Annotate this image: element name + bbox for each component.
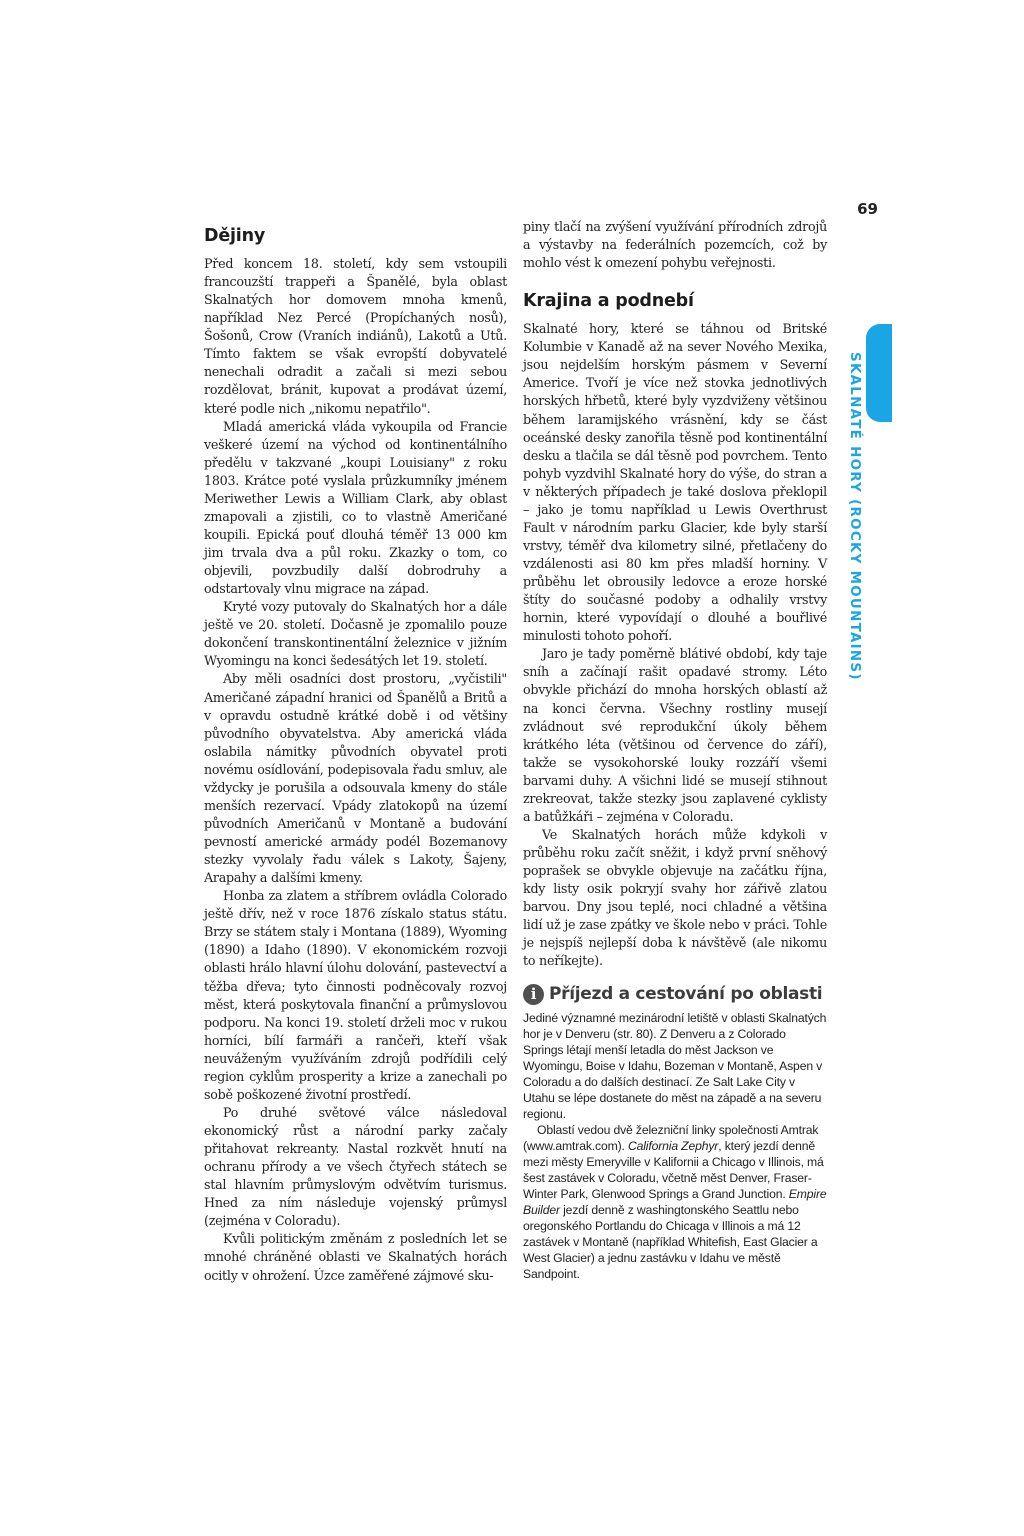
paragraph: Aby měli osadníci dost prostoru, „vyčistili" Američané západní hranici od Španělů a Britů a v opravdu ostudně krátké době i od většiny původního obyvatelstva. Aby americká vláda oslabila námitky původních obyvatel proti novému osídlování, podepisovala řadu smluv, ale vždycky je porušila a odsouvala kmeny do stále menších rezervací. Vpády zlatokopů na území původních Američanů v Montaně a budování pevností americké armády podél Bozemanovy stezky vyvolaly řadu válek s Lakoty, Šajeny, Arapahy a dalšími kmeny.: [204, 671, 507, 886]
paragraph: Před koncem 18. století, kdy sem vstoupili francouzští trappeři a Španělé, byla oblast Skalnatých hor domovem mnoha kmenů, například Nez Percé (Propíchaných nosů), Šošonů, Crow (Vraních indiánů), Lakotů a Utů. Tímto faktem se však evropští dobyvatelé nenechali odradit a začali si mezi sebou rozdělovat, bránit, kupovat a prodávat území, které podle nich „nikomu nepatřilo".: [204, 256, 507, 416]
section-heading-history: Dějiny: [204, 226, 266, 246]
transport-info-box: [523, 982, 827, 1282]
paragraph: Skalnaté hory, které se táhnou od Britské Kolumbie v Kanadě až na sever Nového Mexika, jsou nejdelším horským pásmem v Severní Americe. Tvoří je více než stovka jednotlivých horských hřbetů, které byly vyzdviženy většinou během laramijského vrásnění, kdy se část oceánské desky zanořila těsně pod kontinentální desku a tlačila se dál těsně pod povrchem. Tento pohyb vyzdvihl Skalnaté hory do výše, do stran a v některých případech je také doslova překlopil – jako je tomu například u Lewis Overthrust Fault v národním parku Glacier, kde byly starší vrstvy, téměř dva kilometry silné, přetlačeny do vzdálenosti asi 80 km přes mladší horniny. V průběhu let obrousily ledovce a eroze horské štíty do současné podoby a odhalily vrstvy hornin, které vypovídají o dlouhé a bouřlivé minulosti tohoto pohoří.: [523, 321, 827, 644]
paragraph: Honba za zlatem a stříbrem ovládla Colorado ještě dřív, než v roce 1876 získalo status státu. Brzy se státem staly i Montana (1889), Wyoming (1890) a Idaho (1890). V ekonomickém rozvoji oblasti hrálo hlavní úlohu dolování, pastevectví a těžba dřeva; tyto činnosti podněcovaly rozvoj měst, která poskytovala finanční a průmyslovou podporu. Na konci 19. století drželi moc v rukou horníci, bílí farmáři a rančeři, kteří však neuváženým využíváním zdrojů podřídili celý region cyklům prosperity a krize a zanechali po sobě poškozené životní prostředí.: [204, 888, 507, 1102]
info-heading-text: Příjezd a cestování po oblasti: [549, 984, 823, 1005]
text-run: , který jezdí denně mezi městy Emeryville v Kalifornii a Chicago v Illinois, má šest zastávek v Coloradu, včetně měst Denver, Fraser-Winter Park, Glenwood Springs a Grand Junction.: [523, 1139, 824, 1202]
page-number: 69: [857, 200, 878, 218]
paragraph: Jaro je tady poměrně blátivé období, kdy taje sníh a začínají rašit opadavé stromy. Léto obvykle přichází do mnoha horských oblastí až na konci června. Všechny rostliny musejí zvládnout své reprodukční úkoly během krátkého léta (většinou od července do září), takže se vysokohorské louky rozzáří všemi barvami duhy. A všichni lidé se musejí stihnout zrekreovat, takže stezky jsou zaplavené cyklisty a batůžkáři – zejména v Coloradu.: [523, 646, 827, 824]
info-paragraph: [523, 1122, 827, 1282]
text-run: jezdí denně z washingtonského Seattlu nebo oregonského Portlandu do Chicaga v Illinois a má 12 zastávek v Montaně (například Whitefish, East Glacier a West Glacier) a jednu zastávku v Idahu ve městě Sandpoint.: [523, 1203, 818, 1282]
paragraph: Ve Skalnatých horách může kdykoli v průběhu roku začít sněžit, i když první sněhový poprašek se obvykle objevuje na začátku října, kdy listy osik pokryjí svahy hor zářivě zlatou barvou. Dny jsou teplé, noci chladné a většina lidí už je zase zpátky ve škole nebo v práci. Tohle je nejspíš nejlepší doba k návštěvě (ale nikomu to neříkejte).: [523, 826, 827, 969]
info-paragraph: Jediné významné mezinárodní letiště v oblasti Skalnatých hor je v Denveru (str. 80). Z Denveru a z Colorado Springs létají menší letadla do měst Jackson ve Wyomingu, Boise v Idahu, Bozeman v Montaně, Aspen v Coloradu a do dalších destinací. Ze Salt Lake City v Utahu se lépe dostanete do měst na západě a na severu regionu.: [523, 1011, 827, 1122]
right-column: [523, 218, 827, 1282]
chapter-tab: [866, 324, 892, 422]
train-name: California Zephyr: [627, 1139, 719, 1154]
text-run: Oblastí vedou dvě železniční linky společnosti Amtrak (www.amtrak.com).: [523, 1123, 819, 1154]
info-icon: i: [523, 984, 544, 1005]
section-heading-landscape-climate: Krajina a podnebí: [523, 291, 694, 312]
train-name: Empire Builder: [523, 1187, 827, 1218]
info-heading: [523, 982, 827, 1006]
paragraph: Kryté vozy putovaly do Skalnatých hor a dále ještě ve 20. století. Dočasně je zpomalilo pouze dokončení transkontinentální železnice v jižním Wyomingu na konci šedesátých let 19. století.: [204, 599, 507, 669]
paragraph: Kvůli politickým změnám z posledních let se mnohé chráněné oblasti ve Skalnatých horách ocitly v ohrožení. Úzce zaměřené zájmové sku-: [204, 1231, 507, 1283]
paragraph: Po druhé světové válce následoval ekonomický růst a národní parky začaly přitahovat rekreanty. Nastal rozkvět hnutí na ochranu přírody a ve všech čtyřech státech se stal hlavním průmyslovým odvětvím turismus. Hned za ním následuje vojenský průmysl (zejména v Coloradu).: [204, 1104, 507, 1229]
chapter-side-title: SKALNATÉ HORY (ROCKY MOUNTAINS): [847, 352, 862, 681]
paragraph-continuation: piny tlačí na zvýšení využívání přírodních zdrojů a výstavby na federálních pozemcích, což by mohlo vést k omezení pohybu veřejnosti.: [523, 219, 827, 271]
paragraph: Mladá americká vláda vykoupila od Francie veškeré území na východ od kontinentálního předělu v takzvané „koupi Louisiany" z roku 1803. Krátce poté vyslala průzkumníky jménem Meriwether Lewis a William Clark, aby oblast zmapovali a zjistili, co to vlastně Američané koupili. Epická pouť dlouhá téměř 13 000 km jim trvala dva a půl roku. Zkazky o tom, co objevili, povzbudily další dobrodruhy a odstartovaly vlnu migrace na západ.: [204, 418, 507, 597]
left-column: [204, 222, 507, 1285]
